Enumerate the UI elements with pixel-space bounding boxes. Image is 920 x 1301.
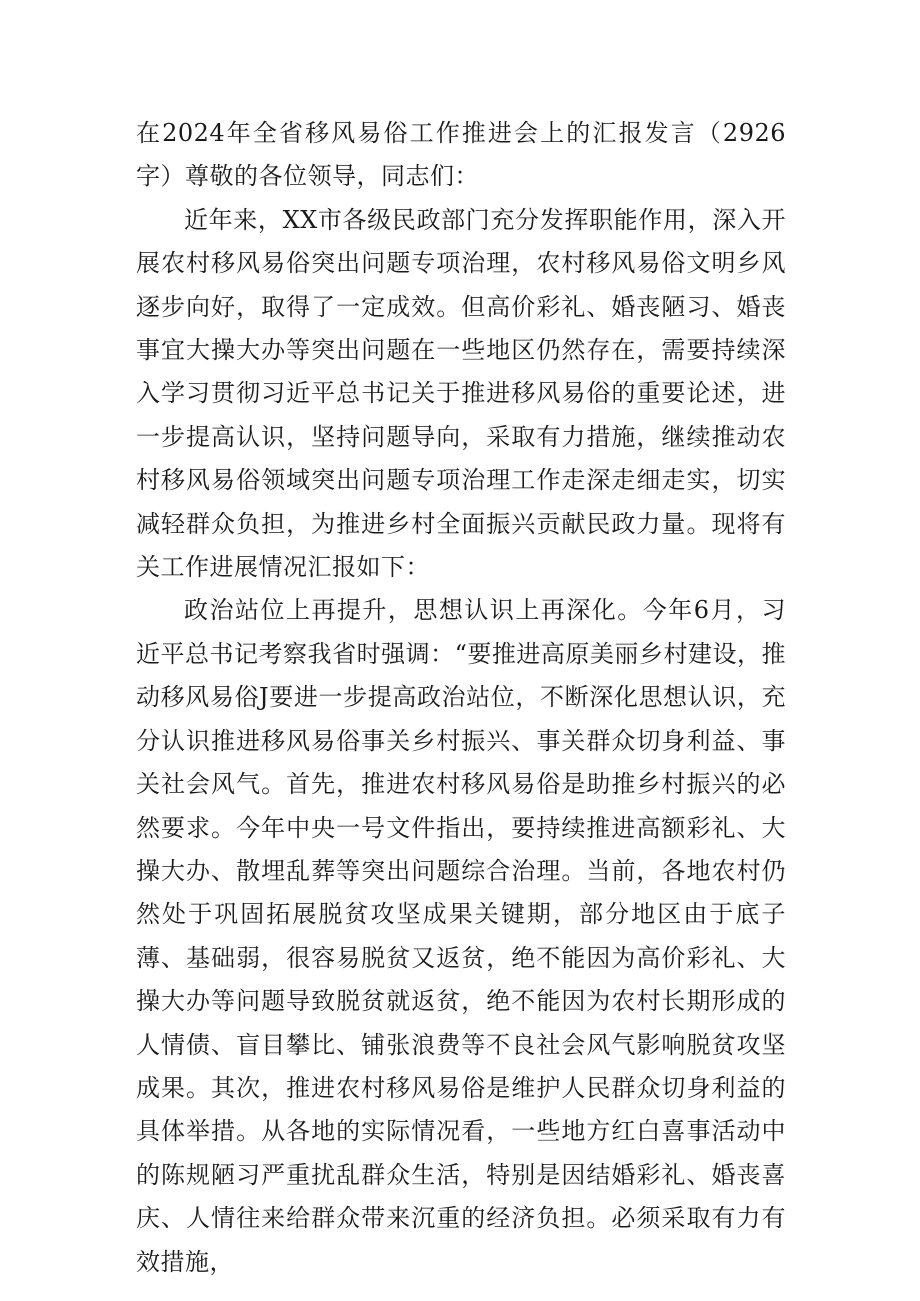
document-title-line: 在2024年全省移风易俗工作推进会上的汇报发言（2926字）尊敬的各位领导，同志们： — [136, 119, 786, 191]
document-body — [136, 112, 786, 1284]
paragraph-political-stance: 政治站位上再提升，思想认识上再深化。今年6月，习近平总书记考察我省时强调：“要推进高原美丽乡村建设，推动移风易俗J要进一步提高政治站位，不断深化思想认识，充分认识推进移风易俗事关乡村振兴、事关群众切身利益、事关社会风气。首先，推进农村移风易俗是助推乡村振兴的必然要求。今年中央一号文件指出，要持续推进高额彩礼、大操大办、散埋乱葬等突出问题综合治理。当前，各地农村仍然处于巩固拓展脱贫攻坚成果关键期，部分地区由于底子薄、基础弱，很容易脱贫又返贫，绝不能因为高价彩礼、大操大办等问题导致脱贫就返贫，绝不能因为农村长期形成的人情债、盲目攀比、铺张浪费等不良社会风气影响脱贫攻坚成果。其次，推进农村移风易俗是维护人民群众切身利益的具体举措。从各地的实际情况看，一些地方红白喜事活动中的陈规陋习严重扰乱群众生活，特别是因结婚彩礼、婚丧喜庆、人情往来给群众带来沉重的经济负担。必须采取有力有效措施， — [136, 596, 786, 1276]
paragraph-intro: 近年来，XX市各级民政部门充分发挥职能作用，深入开展农村移风易俗突出问题专项治理，农村移风易俗文明乡风逐步向好，取得了一定成效。但高价彩礼、婚丧陋习、婚丧事宜大操大办等突出问题在一些地区仍然存在，需要持续深入学习贯彻习近平总书记关于推进移风易俗的重要论述，进一步提高认识，坚持问题导向，采取有力措施，继续推动农村移风易俗领域突出问题专项治理工作走深走细走实，切实减轻群众负担，为推进乡村全面振兴贡献民政力量。现将有关工作进展情况汇报如下： — [136, 205, 786, 582]
